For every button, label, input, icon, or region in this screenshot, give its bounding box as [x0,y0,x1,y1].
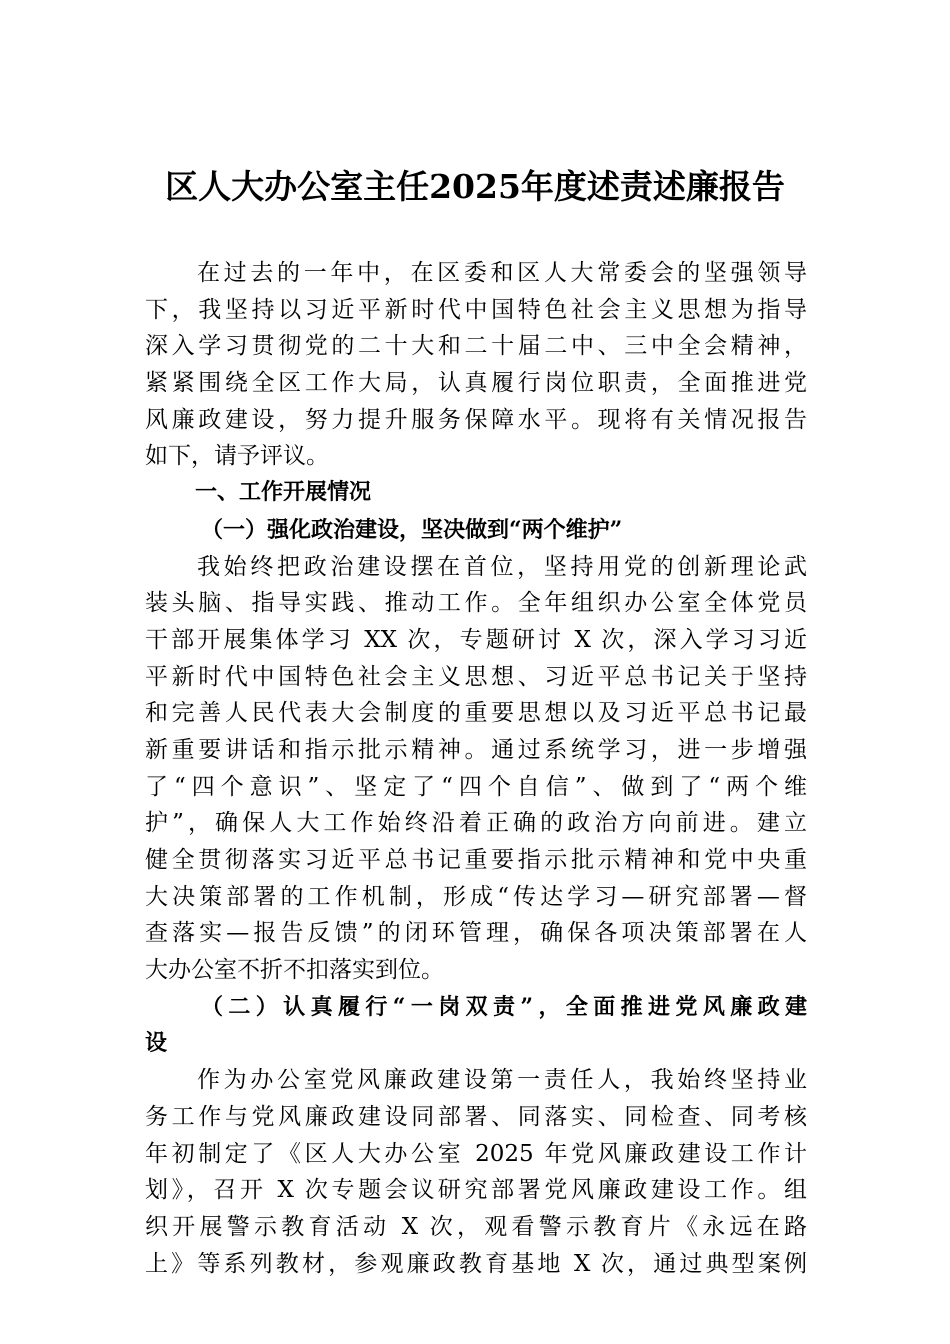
text-line: 深入学习贯彻党的二十大和二十届二中、三中全会精神， [145,333,807,360]
document-body [145,255,807,1282]
text-line: 了“四个意识”、坚定了“四个自信”、做到了“两个维 [145,773,807,800]
political-building-paragraph [145,549,807,989]
text-line: 新重要讲话和指示批示精神。通过系统学习，进一步增强 [145,736,807,763]
section-heading: 一、工作开展情况 [195,480,372,506]
text-line: 作为办公室党风廉政建设第一责任人，我始终坚持业 [197,1067,807,1094]
document-title: 区人大办公室主任2025年度述责述廉报告 [165,167,785,206]
text-line: 健全贯彻落实习近平总书记重要指示批示精神和党中央重 [145,847,807,873]
text-line: 年初制定了《区人大办公室 2025 年党风廉政建设工作计 [145,1140,807,1167]
subsection-heading [145,989,807,1062]
text-line: 平新时代中国特色社会主义思想、习近平总书记关于坚持 [145,663,807,690]
text-line: 上》等系列教材，参观廉政教育基地 X 次，通过典型案例 [145,1250,807,1277]
text-line: 我始终把政治建设摆在首位，坚持用党的创新理论武 [197,553,807,580]
text-line: （二）认真履行“一岗双责”，全面推进党风廉政建 [201,993,807,1020]
text-line: 务工作与党风廉政建设同部署、同落实、同检查、同考核 [145,1103,807,1130]
text-line: 风廉政建设，努力提升服务保障水平。现将有关情况报告 [145,406,807,433]
text-line: 下，我坚持以习近平新时代中国特色社会主义思想为指导 [145,296,807,323]
integrity-building-paragraph [145,1062,807,1282]
text-line: 干部开展集体学习 XX 次，专题研讨 X 次，深入学习习近 [145,626,807,653]
text-line: 大办公室不折不扣落实到位。 [145,957,444,984]
text-line: 紧紧围绕全区工作大局，认真履行岗位职责，全面推进党 [145,370,807,397]
text-line: 装头脑、指导实践、推动工作。全年组织办公室全体党员 [145,590,807,617]
text-line: 和完善人民代表大会制度的重要思想以及习近平总书记最 [145,700,807,727]
subsection-heading: （一）强化政治建设，坚决做到“两个维护” [201,516,623,543]
text-line: 如下，请予评议。 [145,443,329,470]
intro-paragraph [145,255,807,475]
text-line: 设 [145,1030,168,1057]
text-line: 大决策部署的工作机制，形成“传达学习—研究部署—督 [145,883,807,910]
text-line: 查落实—报告反馈”的闭环管理，确保各项决策部署在人 [145,920,807,947]
text-line: 织开展警示教育活动 X 次，观看警示教育片《永远在路 [145,1213,807,1240]
text-line: 在过去的一年中，在区委和区人大常委会的坚强领导 [197,260,807,286]
text-line: 划》，召开 X 次专题会议研究部署党风廉政建设工作。组 [145,1177,807,1204]
text-line: 护”，确保人大工作始终沿着正确的政治方向前进。建立 [145,810,807,837]
